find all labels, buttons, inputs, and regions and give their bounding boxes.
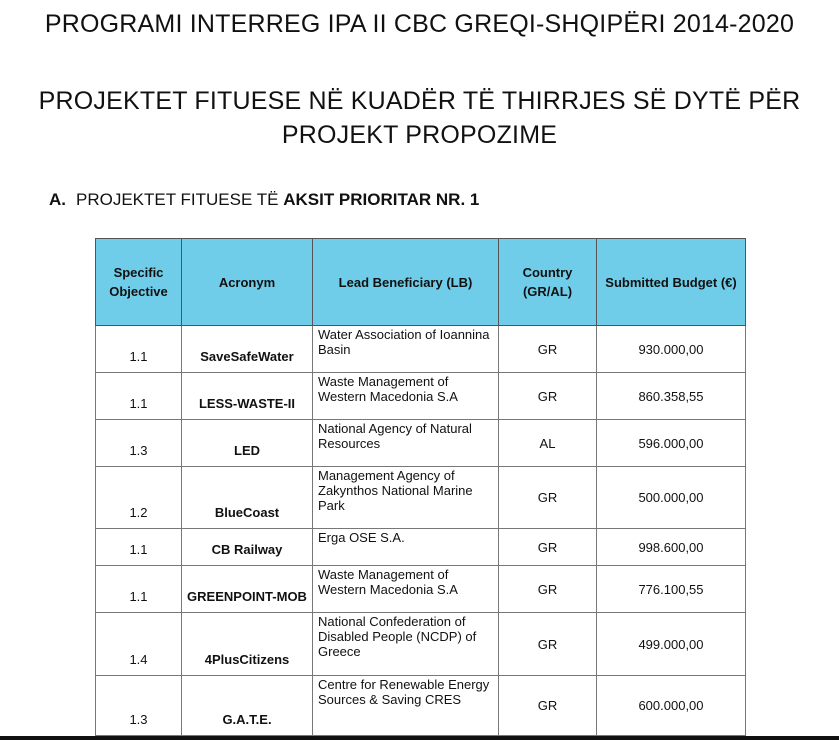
cell-country: GR — [499, 373, 597, 420]
cell-lead-beneficiary: Waste Management of Western Macedonia S.A — [313, 373, 499, 420]
cell-budget: 600.000,00 — [597, 676, 746, 736]
table-row — [96, 529, 746, 566]
table-row — [96, 467, 746, 529]
cell-budget: 860.358,55 — [597, 373, 746, 420]
cell-budget: 998.600,00 — [597, 529, 746, 566]
cell-objective: 1.4 — [96, 613, 182, 676]
table-header-row — [96, 239, 746, 326]
cell-lead-beneficiary: Management Agency of Zakynthos National Marine Park — [313, 467, 499, 529]
table-row — [96, 420, 746, 467]
cell-acronym: LED — [182, 420, 313, 467]
cell-country: GR — [499, 467, 597, 529]
cell-country: AL — [499, 420, 597, 467]
table-row — [96, 566, 746, 613]
cell-country: GR — [499, 676, 597, 736]
header-acronym: Acronym — [182, 239, 313, 326]
cell-lead-beneficiary: National Agency of Natural Resources — [313, 420, 499, 467]
header-lead-beneficiary: Lead Beneficiary (LB) — [313, 239, 499, 326]
table-row — [96, 676, 746, 736]
cell-objective: 1.3 — [96, 420, 182, 467]
cell-acronym: GREENPOINT-MOB — [182, 566, 313, 613]
cell-lead-beneficiary: National Confederation of Disabled People (NCDP) of Greece — [313, 613, 499, 676]
section-text: PROJEKTET FITUESE TË — [76, 190, 279, 209]
cell-country: GR — [499, 613, 597, 676]
cell-budget: 930.000,00 — [597, 326, 746, 373]
cell-acronym: 4PlusCitizens — [182, 613, 313, 676]
table-row — [96, 373, 746, 420]
header-submitted-budget: Submitted Budget (€) — [597, 239, 746, 326]
cell-country: GR — [499, 326, 597, 373]
section-letter: A. — [49, 190, 66, 209]
cell-lead-beneficiary: Erga OSE S.A. — [313, 529, 499, 566]
cell-budget: 776.100,55 — [597, 566, 746, 613]
cell-acronym: BlueCoast — [182, 467, 313, 529]
header-specific-objective: Specific Objective — [96, 239, 182, 326]
cell-lead-beneficiary: Water Association of Ioannina Basin — [313, 326, 499, 373]
cell-objective: 1.3 — [96, 676, 182, 736]
document-title: PROGRAMI INTERREG IPA II CBC GREQI-SHQIPËRI 2014-2020 — [44, 10, 795, 38]
cell-lead-beneficiary: Centre for Renewable Energy Sources & Saving CRES — [313, 676, 499, 736]
table-row — [96, 613, 746, 676]
cell-objective: 1.2 — [96, 467, 182, 529]
cell-acronym: LESS-WASTE-II — [182, 373, 313, 420]
table-row — [96, 326, 746, 373]
cell-lead-beneficiary: Waste Management of Western Macedonia S.A — [313, 566, 499, 613]
cell-objective: 1.1 — [96, 529, 182, 566]
cell-budget: 500.000,00 — [597, 467, 746, 529]
cell-objective: 1.1 — [96, 566, 182, 613]
cell-country: GR — [499, 529, 597, 566]
header-country: Country (GR/AL) — [499, 239, 597, 326]
cell-acronym: SaveSafeWater — [182, 326, 313, 373]
cell-budget: 499.000,00 — [597, 613, 746, 676]
document-subtitle: PROJEKTET FITUESE NË KUADËR TË THIRRJES SË DYTË PËR PROJEKT PROPOZIME — [38, 87, 801, 149]
cell-acronym: G.A.T.E. — [182, 676, 313, 736]
page-bottom-rule — [0, 736, 839, 740]
cell-acronym: CB Railway — [182, 529, 313, 566]
section-heading — [49, 190, 479, 210]
cell-budget: 596.000,00 — [597, 420, 746, 467]
projects-table — [95, 238, 746, 736]
cell-objective: 1.1 — [96, 326, 182, 373]
section-strong-text: AKSIT PRIORITAR NR. 1 — [283, 190, 480, 209]
projects-table-wrapper — [95, 238, 745, 736]
cell-country: GR — [499, 566, 597, 613]
cell-objective: 1.1 — [96, 373, 182, 420]
